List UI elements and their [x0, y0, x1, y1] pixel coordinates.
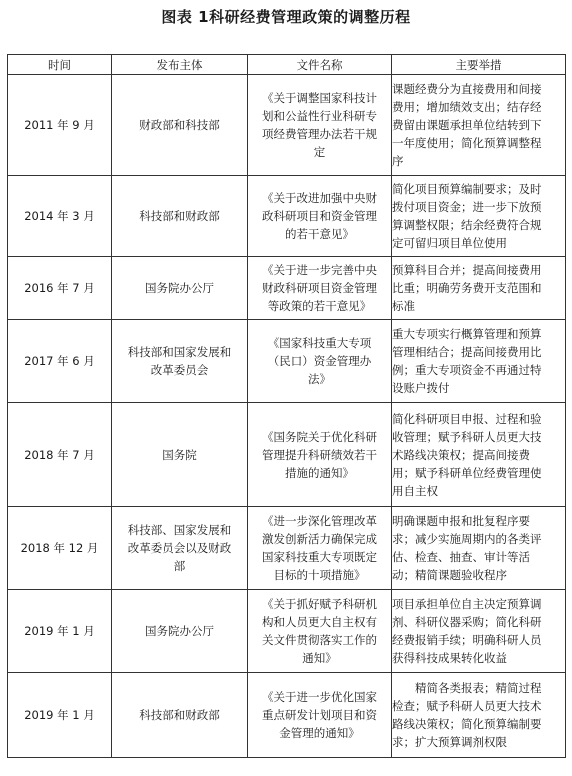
cell-document-line: 财政科研项目资金管理	[262, 281, 377, 295]
cell-measures	[392, 320, 566, 403]
cell-issuer-line: 国务院	[162, 447, 197, 462]
cell-measures	[392, 673, 566, 758]
cell-measures-line: 求；减少实施周期内的各类评	[392, 532, 542, 546]
cell-measures-line: 用自主权	[392, 483, 438, 498]
cell-measures-line: 经费报销手续；明确科研人员	[392, 633, 542, 647]
cell-document	[248, 176, 392, 257]
cell-measures-line: 路线决策权；简化预算编制要	[392, 717, 542, 731]
cell-measures-line: 课题经费分为直接费用和间接	[392, 82, 542, 96]
cell-measures-line: 明确课题申报和批复程序要	[392, 514, 530, 528]
cell-measures-line: 估、检查、抽查、审计等活	[392, 550, 530, 564]
cell-date: 2016 年 7 月	[8, 257, 112, 320]
cell-document	[248, 75, 392, 176]
cell-document-line: 项经费管理办法若干规	[262, 127, 377, 141]
cell-document	[248, 590, 392, 673]
cell-document-line: 的若干意见》	[285, 227, 354, 241]
cell-issuer	[112, 257, 248, 320]
cell-document-line: 定	[313, 145, 326, 159]
table-title: 图表 1科研经费管理政策的调整历程	[161, 8, 411, 26]
cell-document-line: 措施的通知》	[285, 465, 354, 480]
cell-issuer-line: 部	[173, 559, 186, 573]
cell-measures-line: 检查；赋予科研人员更大技术	[392, 699, 542, 713]
cell-measures-line: 简化科研项目申报、过程和验	[392, 411, 542, 426]
table-header-row	[8, 55, 566, 75]
cell-document-line: 划和公益性行业科研专	[262, 109, 377, 123]
header-issuer: 发布主体	[112, 55, 248, 75]
cell-measures-line: 一年度使用；简化预算调整程	[392, 136, 542, 150]
cell-measures-line: 算调整权限；结余经费符合规	[392, 218, 542, 232]
table-row	[8, 403, 566, 507]
cell-document-line: 《关于调整国家科技计	[262, 91, 377, 105]
cell-document-line: 《国务院关于优化科研	[262, 429, 377, 444]
cell-document-line: 激发创新活力确保完成	[262, 532, 377, 546]
table-row	[8, 590, 566, 673]
cell-document-line: 《国家科技重大专项	[267, 336, 372, 350]
cell-measures-line: 拨付项目资金；进一步下放预	[392, 200, 542, 214]
table-row	[8, 673, 566, 758]
cell-date: 2018 年 7 月	[8, 403, 112, 507]
cell-document	[248, 673, 392, 758]
cell-issuer	[112, 403, 248, 507]
cell-measures	[392, 590, 566, 673]
cell-document-line: （民口）资金管理办	[267, 354, 372, 368]
cell-measures	[392, 403, 566, 507]
table-row	[8, 320, 566, 403]
cell-issuer	[112, 176, 248, 257]
header-document: 文件名称	[248, 55, 392, 75]
cell-issuer	[112, 75, 248, 176]
cell-issuer-line: 科技部和财政部	[139, 708, 220, 722]
cell-issuer-line: 科技部和财政部	[139, 209, 220, 223]
cell-measures-line: 动；精简课题验收程序	[392, 568, 507, 582]
cell-document-line: 《关于进一步完善中央	[262, 263, 377, 277]
cell-date: 2019 年 1 月	[8, 673, 112, 758]
cell-measures-line: 费用；增加绩效支出；结存经	[392, 100, 542, 114]
cell-measures-line: 管理相结合；提高间接费用比	[392, 345, 542, 359]
cell-date: 2019 年 1 月	[8, 590, 112, 673]
cell-document-line: 关文件贯彻落实工作的	[262, 633, 377, 647]
cell-document	[248, 403, 392, 507]
table-row	[8, 176, 566, 257]
cell-issuer-line: 财政部和科技部	[139, 118, 220, 132]
cell-measures-line: 例；重大专项资金不再通过特	[392, 363, 542, 377]
cell-measures-line: 序	[392, 154, 404, 168]
cell-measures-line: 简化项目预算编制要求；及时	[392, 182, 542, 196]
table-row	[8, 257, 566, 320]
header-date: 时间	[8, 55, 112, 75]
cell-measures-line: 预算科目合并；提高间接费用	[392, 263, 542, 277]
cell-document-line: 国家科技重大专项既定	[262, 550, 377, 564]
cell-issuer-line: 科技部、国家发展和	[127, 523, 232, 537]
cell-measures-line: 项目承担单位自主决定预算调	[392, 597, 542, 611]
cell-document-line: 法》	[308, 372, 331, 386]
cell-measures-line: 费留由课题承担单位结转到下	[392, 118, 542, 132]
cell-measures-line: 精简各类报表；精简过程	[392, 681, 542, 695]
cell-measures	[392, 257, 566, 320]
cell-document-line: 重点研发计划项目和资	[262, 708, 377, 722]
cell-document-line: 等政策的若干意见》	[267, 299, 372, 313]
cell-date: 2017 年 6 月	[8, 320, 112, 403]
cell-measures	[392, 176, 566, 257]
cell-measures-line: 剂、科研仪器采购；简化科研	[392, 615, 542, 629]
cell-document-line: 通知》	[302, 651, 337, 665]
cell-issuer-line: 国务院办公厅	[145, 281, 214, 295]
cell-issuer-line: 改革委员会	[150, 363, 209, 377]
cell-issuer-line: 科技部和国家发展和	[127, 345, 232, 359]
cell-issuer	[112, 590, 248, 673]
cell-date: 2011 年 9 月	[8, 75, 112, 176]
cell-document-line: 《关于抓好赋予科研机	[262, 597, 377, 611]
cell-document-line: 《关于进一步优化国家	[262, 690, 377, 704]
cell-measures-line: 求；扩大预算调剂权限	[392, 735, 507, 749]
cell-document-line: 金管理的通知》	[279, 726, 360, 740]
cell-measures-line: 标准	[392, 299, 415, 313]
cell-document-line: 管理提升科研绩效若干	[262, 447, 377, 462]
cell-issuer-line: 改革委员会以及财政	[127, 541, 232, 555]
cell-document-line: 政科研项目和资金管理	[262, 209, 377, 223]
cell-document	[248, 257, 392, 320]
cell-document-line: 构和人员更大自主权有	[262, 615, 377, 629]
header-measures: 主要举措	[392, 55, 566, 75]
table-row	[8, 75, 566, 176]
cell-measures	[392, 507, 566, 590]
cell-issuer	[112, 320, 248, 403]
cell-document	[248, 507, 392, 590]
policy-table	[7, 54, 566, 758]
cell-measures-line: 设账户拨付	[392, 381, 450, 395]
cell-measures-line: 获得科技成果转化收益	[392, 651, 507, 665]
cell-document-line: 《关于改进加强中央财	[262, 191, 377, 205]
cell-measures-line: 术路线决策权；提高间接费	[392, 447, 530, 462]
cell-measures-line: 重大专项实行概算管理和预算	[392, 327, 542, 341]
cell-measures-line: 定可留归项目单位使用	[392, 236, 507, 250]
cell-issuer-line: 国务院办公厅	[145, 624, 214, 638]
cell-document	[248, 320, 392, 403]
cell-issuer	[112, 507, 248, 590]
cell-document-line: 《进一步深化管理改革	[262, 514, 377, 528]
cell-measures-line: 用；赋予科研单位经费管理使	[392, 465, 542, 480]
cell-issuer	[112, 673, 248, 758]
cell-measures-line: 比重；明确劳务费开支范围和	[392, 281, 542, 295]
cell-measures	[392, 75, 566, 176]
cell-date: 2018 年 12 月	[8, 507, 112, 590]
cell-measures-line: 收管理；赋予科研人员更大技	[392, 429, 542, 444]
table-row	[8, 507, 566, 590]
cell-document-line: 目标的十项措施》	[273, 568, 366, 582]
cell-date: 2014 年 3 月	[8, 176, 112, 257]
